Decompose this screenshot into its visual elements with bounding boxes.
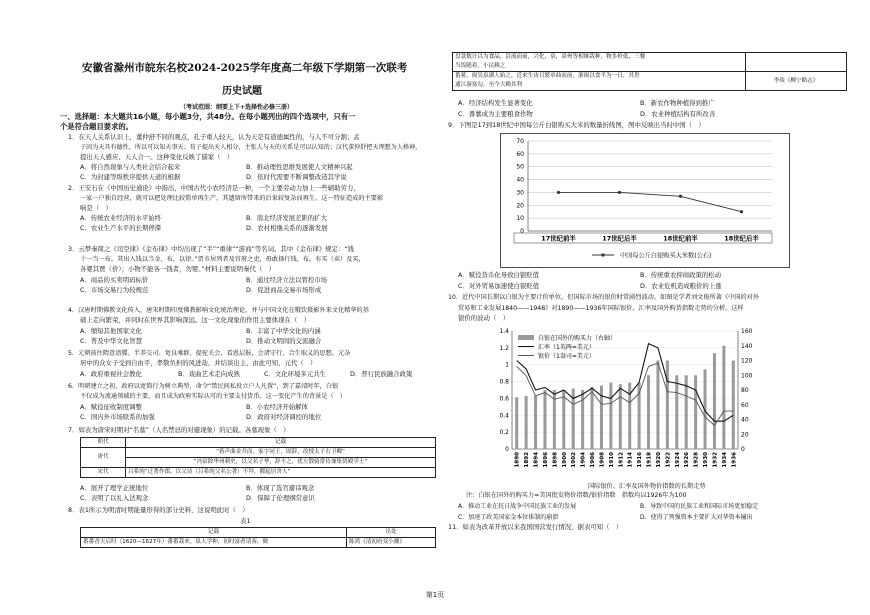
table-cell bbox=[453, 72, 746, 91]
question-5-option-a[interactable]: A．政府重视社会教化 bbox=[80, 370, 142, 378]
question-2-text: 响是（ ） bbox=[80, 204, 112, 212]
question-3-text: 3．云梦秦简之《司空律》《金布律》中均出现了“半”“重律”“游商”等名词。其中《金布律》规定：“钱 bbox=[68, 245, 355, 253]
x-tick-label: 1916 bbox=[637, 452, 644, 468]
question-8-table bbox=[80, 527, 436, 548]
question-6-option-c[interactable]: C．国内外市场联系的加强 bbox=[80, 413, 155, 421]
x-tick-label: 1900 bbox=[561, 452, 568, 468]
question-8-table-continued bbox=[452, 52, 847, 91]
y-tick-label: 0.8 bbox=[499, 378, 509, 386]
y2-tick-label: 0 bbox=[741, 446, 745, 453]
page-number: 第1页 bbox=[425, 591, 445, 599]
section-heading: 一、选择题：本大题共16小题，每小题3分，共48分。在每小题列出的四个选项中，只有一 bbox=[60, 112, 356, 121]
rice-price-line-chart bbox=[500, 133, 790, 268]
question-9-option-d[interactable]: D．农业危机造成粮价的上涨 bbox=[640, 282, 722, 290]
question-5-option-c[interactable]: C．文化环境多元共生 bbox=[264, 370, 326, 378]
bar bbox=[562, 390, 565, 449]
question-4-option-a[interactable]: A．缩短其他国家文化 bbox=[80, 327, 142, 335]
question-9-option-a[interactable]: A．赋役货币化导致白银贬值 bbox=[458, 271, 540, 279]
bar bbox=[722, 346, 725, 449]
y-tick-label: 70 bbox=[516, 138, 524, 145]
question-8-text: 8．表1所示为明清时期能量形得的部分史料，这说明此时（ ） bbox=[68, 506, 249, 514]
bar bbox=[525, 396, 528, 449]
exam-scope: （考试范围：纲要上下+选择性必修三册） bbox=[180, 104, 294, 111]
y-tick-label: 1.2 bbox=[499, 344, 509, 352]
question-10-text: 10．近代中国长期以白银为主要计价单位，但国际市场的银价时常剧烈波动。如图是学者刘文俊所著《中国的对外 bbox=[448, 294, 760, 301]
bar bbox=[713, 353, 716, 449]
table-cell-line: 番薯，闽吴泉湖人始之，近来生齿日繁单曲而前，浙闽以食半为一日，其贵 bbox=[455, 73, 640, 79]
y-tick-label: 0 bbox=[520, 228, 524, 235]
x-tick-label: 18世纪后半 bbox=[724, 234, 759, 243]
y-tick-label: 0 bbox=[505, 446, 509, 453]
x-tick-label: 1890 bbox=[514, 452, 521, 468]
question-7-table bbox=[80, 437, 436, 478]
question-1-option-d[interactable]: D．依时代需要不断调整改造其学说 bbox=[246, 173, 347, 181]
table-header: 记载 bbox=[126, 438, 436, 448]
data-point bbox=[679, 195, 682, 198]
question-8-option-a[interactable]: A．经济结构发生显著变化 bbox=[458, 99, 533, 107]
question-3-text: 十一当一布。其出入钱以当金、布，以律。”贾市居列者及官府之吏，毋敢择行钱、布。有买（卖）及买， bbox=[80, 256, 365, 263]
exam-title: 安徽省滁州市皖东名校2024-2025学年度高二年级下学期第一次联考 bbox=[82, 62, 408, 74]
question-8-option-c[interactable]: C．番薯成为主要粮食作物 bbox=[458, 110, 533, 118]
question-5-text: 5．元朝前往隋意谱牒、半养交司、宽良乘群、提驼关会，看恩层报，会诸守行，合生取义的思想。元杂 bbox=[68, 350, 351, 357]
question-10-text: 银价的波动（ ） bbox=[458, 314, 510, 322]
table-cell: “冯宿除华州刺史，以父名子华，辞不之，优左散骑常侍兼集贤殿学士” bbox=[126, 458, 436, 468]
question-6-option-a[interactable]: A．赋役征收制度调整 bbox=[80, 403, 142, 411]
bar bbox=[515, 397, 518, 449]
x-tick-label: 1930 bbox=[703, 452, 710, 468]
question-11-text: 11．如表为改革开放以来我国国营发行情况，据表可知（ ） bbox=[448, 523, 623, 531]
question-6-text: 不仅成为流通领域的主要，而且成为政府实际认可的主要支付货币。这一变化产生的背景是（ ） bbox=[80, 393, 347, 400]
table-cell: 番番香天启时（1620—1627年）番番栽来，泉人学种，初时富者请客，做 bbox=[81, 538, 347, 548]
table-caption: 表1 bbox=[240, 517, 251, 525]
data-point bbox=[740, 210, 743, 213]
question-10-option-b[interactable]: B．导致中国的民族工业和国际市场更加稳定 bbox=[640, 503, 759, 510]
x-tick-label: 1928 bbox=[693, 452, 700, 468]
x-tick-label: 1904 bbox=[580, 452, 587, 468]
question-2-option-c[interactable]: C．农业生产水平的长期停滞 bbox=[80, 224, 162, 232]
question-1-option-c[interactable]: C．为封建等级秩序提供天道的根据 bbox=[80, 173, 181, 181]
table-cell: “蒋声曲金井而，家字同王，固辞，改授太子右卫卿” bbox=[126, 448, 436, 458]
x-tick-label: 1918 bbox=[646, 452, 653, 468]
data-point bbox=[618, 191, 621, 194]
chart-frame bbox=[501, 134, 790, 268]
y-tick-label: 50 bbox=[516, 163, 524, 171]
question-10-text: 贸易和工业发展1840——1948》对1890——1936年国际银价、汇率及国外购货指数走势的分析。这样 bbox=[458, 305, 744, 312]
y-tick-label: 20 bbox=[516, 202, 524, 210]
x-tick-label: 1908 bbox=[599, 452, 606, 468]
y-tick-label: 0.6 bbox=[499, 395, 509, 403]
x-tick-label: 1922 bbox=[665, 452, 672, 468]
y2-tick-label: 160 bbox=[741, 328, 753, 335]
y-tick-label: 30 bbox=[516, 189, 524, 197]
x-tick-label: 1906 bbox=[590, 452, 597, 468]
bar bbox=[591, 387, 594, 449]
x-tick-label: 1924 bbox=[674, 452, 681, 468]
legend-label: 银价（1盎司=美元） bbox=[538, 353, 595, 360]
question-2-option-a[interactable]: A．传统农业经济的水平始终 bbox=[80, 214, 162, 222]
question-7-option-d[interactable]: D．保障了伦理纲常意识 bbox=[246, 494, 315, 502]
legend-label: 汇率（1英两=美元） bbox=[538, 344, 595, 351]
data-point bbox=[557, 191, 560, 194]
question-7-text: 7．如表为唐宋时期对“名墓”（人名禁忌的对避现象）的记载。各墓现象（ ） bbox=[68, 426, 290, 434]
question-1-option-b[interactable]: B．推动理性思维发展使人文精神兴起 bbox=[246, 163, 353, 171]
legend-swatch bbox=[518, 335, 534, 340]
x-tick-label: 1898 bbox=[552, 452, 559, 468]
y2-tick-label: 60 bbox=[741, 401, 749, 409]
question-5-text: 居中的众女子受到自由平，孝敬负担的风进劫、并结谈出主，由此可知，元代（ ） bbox=[80, 359, 317, 367]
question-6-text: 6．明朝建立之初，政府以宽简行为树立典型，命令“禁民间私役立户人凡置”，到了嘉靖时年，白银 bbox=[68, 383, 339, 390]
question-6-option-d[interactable]: D．政府对经济调控的地位 bbox=[246, 413, 322, 421]
x-tick-label: 1892 bbox=[524, 452, 531, 468]
table-cell: 宋代 bbox=[81, 468, 126, 478]
question-2-text: 2．王安石在《中国历史通论》中指出，中国古代小农经济是一种，一个主要劳动力加上一些辅助劳力， bbox=[68, 184, 360, 192]
question-7-option-b[interactable]: B．体现了选官避讳观念 bbox=[246, 484, 315, 492]
x-tick-label: 1914 bbox=[627, 452, 634, 468]
x-tick-label: 18世纪前半 bbox=[663, 234, 698, 243]
x-tick-label: 1912 bbox=[618, 452, 625, 468]
table-cell: 吕希纯“迁著作郎，以父诗（吕希纯父名公著）不拜，擢起居舍人” bbox=[126, 468, 436, 478]
y-tick-label: 10 bbox=[516, 215, 524, 223]
question-8-option-b[interactable]: B．新农作物种植得到推广 bbox=[640, 99, 715, 107]
question-1-option-a[interactable]: A．将自然现象与人类社会结合起来 bbox=[80, 163, 181, 171]
y-tick-label: 60 bbox=[516, 150, 524, 158]
y2-tick-label: 80 bbox=[741, 387, 749, 394]
question-4-option-b[interactable]: B．丰富了中华文化的内涵 bbox=[246, 327, 321, 335]
chart-note: 注：白银在国外的购买力=美国批发物价指数/银价指数 指数均以1926年为100 bbox=[466, 492, 687, 499]
y-tick-label: 0.4 bbox=[499, 412, 509, 420]
question-3-option-b[interactable]: B．通过经济立法以管控市场 bbox=[246, 276, 328, 284]
bar bbox=[656, 361, 659, 450]
y2-tick-label: 100 bbox=[741, 372, 753, 380]
bar bbox=[694, 375, 697, 449]
question-5-option-d[interactable]: D．普行民族融合政策 bbox=[350, 370, 413, 378]
x-tick-label: 1894 bbox=[533, 452, 540, 468]
chart-caption: 国际银价、汇率及国外物价指数的长期走势 bbox=[588, 483, 706, 490]
table-cell bbox=[746, 53, 847, 72]
x-tick-label: 17世纪前半 bbox=[541, 234, 576, 243]
bar bbox=[619, 384, 622, 449]
question-2-option-d[interactable]: D．农村相继关系的逐渐发展 bbox=[246, 224, 328, 232]
question-3-text: 各婴其贾（价）；小物不能各一钱者，勿婴。”材料主要说明秦代（ ） bbox=[80, 265, 276, 273]
question-5-option-b[interactable]: B．戏曲艺术走向成熟 bbox=[178, 370, 240, 378]
y2-tick-label: 20 bbox=[741, 431, 749, 439]
bar bbox=[534, 396, 537, 449]
x-tick-label: 1936 bbox=[731, 452, 738, 468]
y-tick-label: 1 bbox=[505, 361, 509, 369]
y-tick-label: 1.4 bbox=[499, 328, 509, 335]
silver-price-chart bbox=[488, 325, 763, 480]
table-header: 出处 bbox=[347, 528, 436, 538]
table-cell: 李琰《柳宁略志》 bbox=[746, 72, 847, 91]
table-cell-line: 当饭随着，小民赖之 bbox=[455, 63, 506, 69]
question-2-option-b[interactable]: B．南北经济发展差距的扩大 bbox=[246, 214, 328, 222]
question-10-option-d[interactable]: D．使得了列强资本主要扩大对华资本输出 bbox=[640, 514, 753, 521]
legend-marker bbox=[601, 253, 604, 256]
question-3-option-a[interactable]: A．商品的买卖明码标价 bbox=[80, 276, 149, 284]
question-7-option-c[interactable]: C．表明了以礼入法观念 bbox=[80, 494, 149, 502]
question-1-text: 子因为天具有德性，所以可以知天事天；荀子提出天人相分，主张人与天的关系是可以认知的；汉代董仲舒把天理想为人格神， bbox=[80, 144, 422, 151]
exam-subject: 历史试题 bbox=[222, 86, 262, 97]
question-2-text: 一家一户独自经营，就可以把处理比较简单再生产，其遗留所带来的后果较复杂而再生。这一特征造成的主要影 bbox=[80, 195, 384, 202]
x-tick-label: 1896 bbox=[542, 452, 549, 468]
y2-tick-label: 40 bbox=[741, 416, 749, 424]
table-cell: 陈鸿《清初府变小骤》 bbox=[347, 538, 436, 548]
question-4-text: 础上走向繁荣，并同时在世界其影响深远。这一文化现象的作用主要体现在（ ） bbox=[80, 316, 311, 324]
question-1-text: 提出天人感应、天人合一。这种变化反映了儒家（ ） bbox=[80, 153, 234, 161]
question-6-option-b[interactable]: B．小农经济开始解体 bbox=[246, 403, 308, 411]
bar bbox=[732, 361, 735, 450]
bar bbox=[647, 375, 650, 449]
x-tick-label: 1934 bbox=[721, 452, 728, 468]
x-tick-label: 1932 bbox=[712, 452, 719, 468]
table-cell-line: 通江游塞勾，至今大赖其利 bbox=[455, 82, 523, 88]
series-line bbox=[517, 363, 734, 425]
question-4-option-d[interactable]: D．推动文明间的交流融合 bbox=[246, 337, 322, 345]
y-tick-label: 0.2 bbox=[499, 429, 509, 437]
x-tick-label: 1926 bbox=[684, 452, 691, 468]
question-9-text: 9．下图是17到18世纪中国每公斤白银购买大米的数量折线图，图中反映出当时中国（ ） bbox=[448, 121, 705, 129]
table-header: 朝代 bbox=[81, 438, 126, 448]
y-tick-label: 40 bbox=[516, 176, 524, 184]
question-1-text: 1．在天人关系认识上，董仲舒不同的观点，孔子重人轻天，认为天是有道德属性的，与人不可分割；孟 bbox=[68, 133, 360, 141]
question-4-option-c[interactable]: C．普及中华文化智慧 bbox=[80, 337, 142, 345]
y2-tick-label: 140 bbox=[741, 342, 753, 350]
question-4-text: 4．汉唐时期佛教文化传入，唐宋时期印度佛教影响文化统治理论，并与中国文化在哦饮摄影外来文化精华的基 bbox=[68, 307, 369, 314]
table-cell bbox=[453, 53, 746, 72]
question-10-option-c[interactable]: C．加速了政美国家金本位体制的崩溃 bbox=[458, 514, 559, 521]
x-tick-label: 1920 bbox=[655, 452, 662, 468]
question-8-option-d[interactable]: D．农业种植结构有所改善 bbox=[640, 110, 716, 118]
question-7-option-a[interactable]: A．展开了理学正统地位 bbox=[80, 484, 149, 492]
question-3-option-d[interactable]: D．促进商品交易市场形成 bbox=[246, 286, 322, 294]
bar bbox=[609, 383, 612, 449]
question-9-option-c[interactable]: C．对外贸易加速使白银贬值 bbox=[458, 282, 540, 290]
bar bbox=[666, 361, 669, 450]
x-tick-label: 1902 bbox=[571, 452, 578, 468]
question-3-option-c[interactable]: C．市场交易行为较规范 bbox=[80, 286, 149, 294]
bar bbox=[543, 390, 546, 449]
legend-label: 白银在国外的购买力（右轴） bbox=[538, 335, 617, 342]
question-9-option-b[interactable]: B．传统重农抑商政策的松动 bbox=[640, 271, 722, 279]
x-tick-label: 17世纪后半 bbox=[602, 234, 637, 243]
table-cell: 唐代 bbox=[81, 448, 126, 468]
table-header: 记载 bbox=[81, 528, 347, 538]
bar bbox=[675, 375, 678, 449]
table-cell-line: 盘款数计以为食品，沿流而前，兴化，泉，漳州等相继栽种，物多价低，三餐 bbox=[455, 54, 646, 60]
section-heading-2: 个是符合题目要求的。 bbox=[60, 122, 133, 131]
y2-tick-label: 120 bbox=[741, 357, 753, 365]
legend-label: 中国每公斤白银购买大米数(公石) bbox=[620, 252, 712, 260]
question-10-option-a[interactable]: A．推动工业在抗日战争中国民族工业的发展 bbox=[458, 503, 577, 510]
x-tick-label: 1910 bbox=[608, 452, 615, 468]
